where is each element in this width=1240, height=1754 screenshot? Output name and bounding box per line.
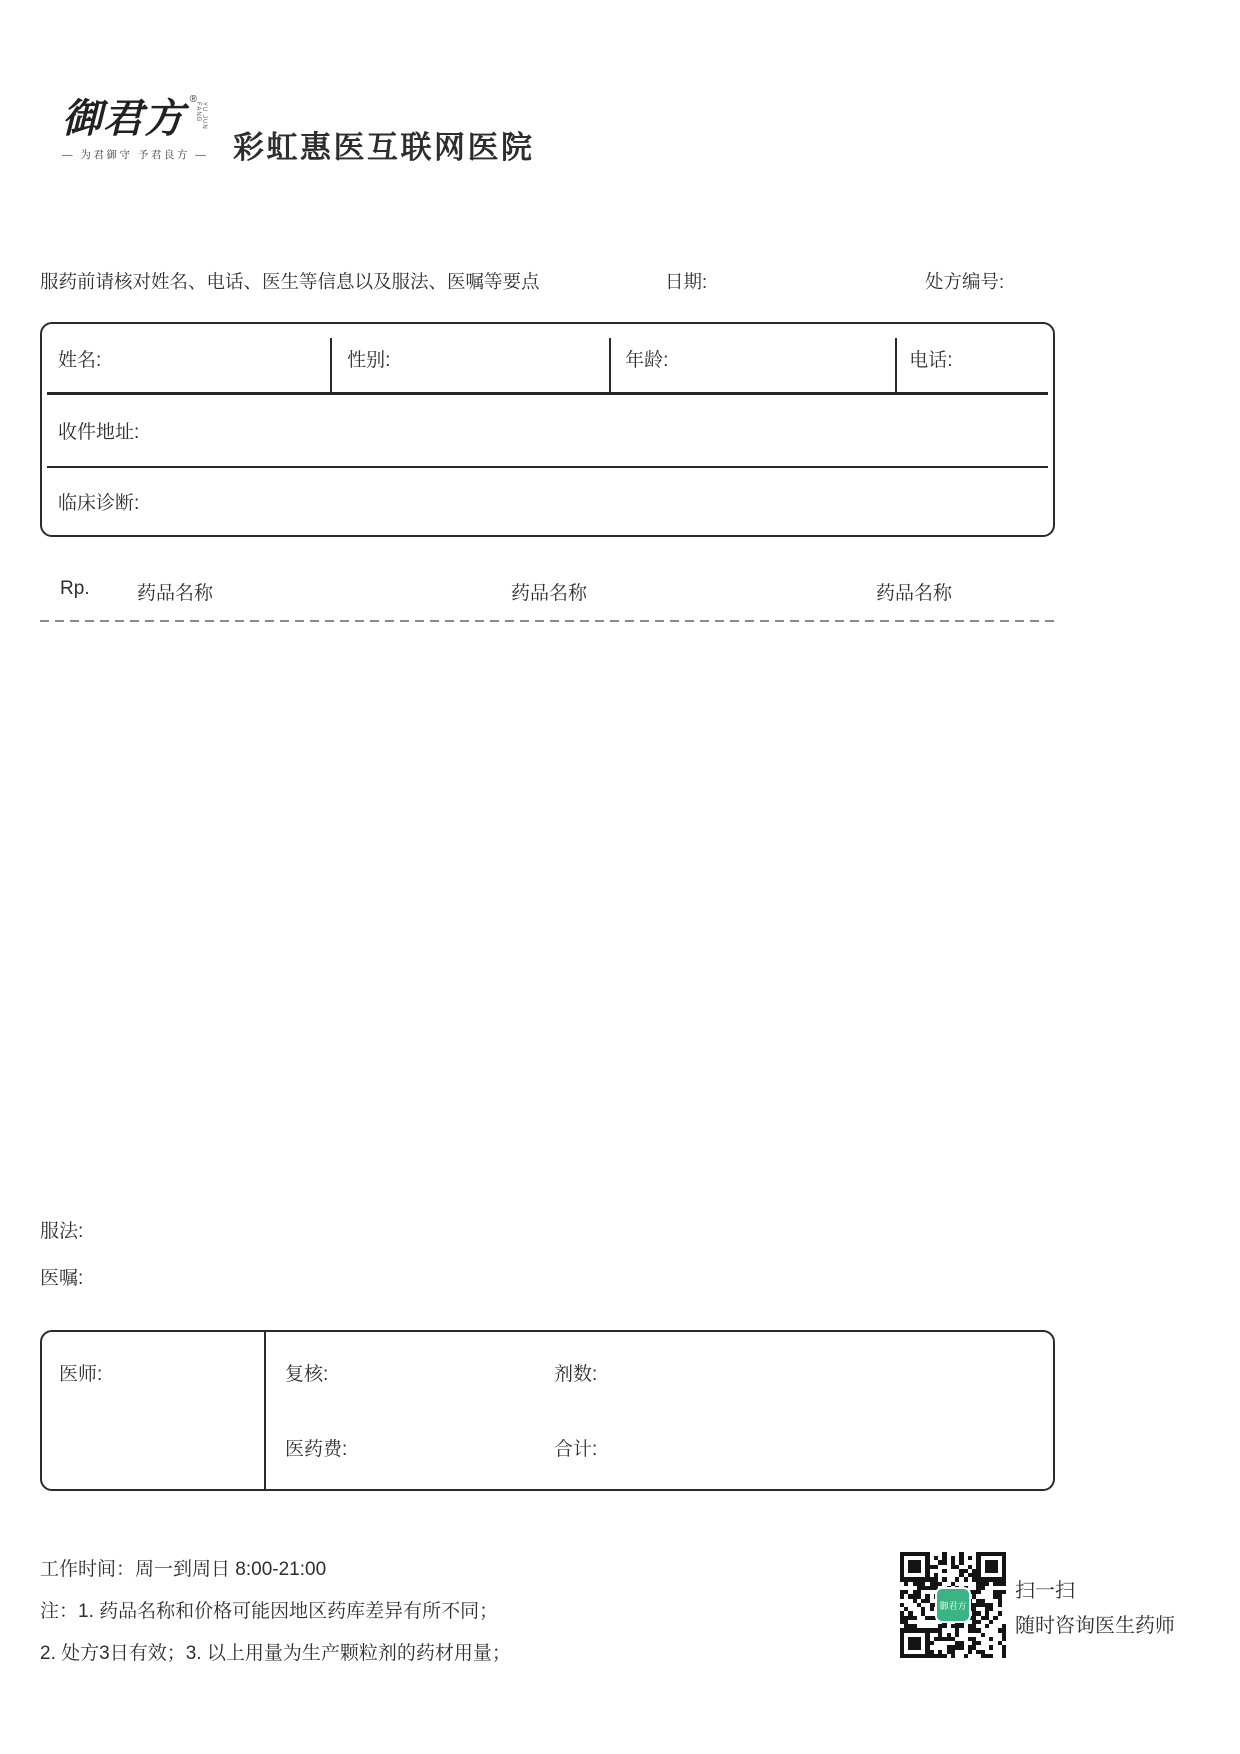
name-field-label: 姓名: bbox=[58, 349, 102, 371]
age-field-label: 年龄: bbox=[625, 349, 669, 371]
date-label: 日期: bbox=[665, 271, 708, 292]
total-field-label: 合计: bbox=[554, 1439, 598, 1460]
hospital-name: 彩虹惠医互联网医院 bbox=[233, 130, 535, 165]
usage-label: 服法: bbox=[40, 1221, 84, 1242]
medicine-fee-field-label: 医药费: bbox=[285, 1439, 348, 1460]
qr-caption-consult: 随时咨询医生药师 bbox=[1015, 1615, 1175, 1637]
divider bbox=[895, 338, 897, 392]
review-field-label: 复核: bbox=[285, 1364, 329, 1385]
drug-name-column-header: 药品名称 bbox=[876, 583, 953, 604]
prescription-number-label: 处方编号: bbox=[925, 271, 1005, 292]
divider bbox=[264, 1332, 266, 1489]
dashed-divider bbox=[40, 620, 1057, 622]
qr-center-badge bbox=[935, 1587, 971, 1623]
registered-trademark-icon: ® bbox=[189, 94, 197, 105]
patient-row-basic bbox=[42, 324, 1053, 392]
gender-field-label: 性别: bbox=[347, 349, 391, 371]
logo-vertical-text: YU JUN FANG bbox=[195, 102, 207, 130]
qr-caption-scan: 扫一扫 bbox=[1015, 1580, 1075, 1602]
doctor-field-label: 医师: bbox=[59, 1364, 103, 1385]
working-hours-text: 工作时间：周一到周日 8:00-21:00 bbox=[40, 1559, 327, 1580]
note-line-1: 注：1. 药品名称和价格可能因地区药库差异有所不同； bbox=[40, 1601, 499, 1622]
footer-notes bbox=[40, 1549, 511, 1675]
signature-box bbox=[40, 1330, 1055, 1491]
divider bbox=[330, 338, 332, 392]
verification-notice: 服药前请核对姓名、电话、医生等信息以及服法、医嘱等要点 bbox=[40, 271, 540, 292]
advice-label: 医嘱: bbox=[40, 1268, 84, 1289]
drug-name-column-header: 药品名称 bbox=[137, 583, 214, 604]
diagnosis-field-label: 临床诊断: bbox=[58, 493, 140, 514]
note-line-2: 2. 处方3日有效；3. 以上用量为生产颗粒剂的药材用量； bbox=[40, 1643, 511, 1664]
drug-name-column-header: 药品名称 bbox=[511, 583, 588, 604]
brand-logo bbox=[62, 96, 242, 162]
notice-row bbox=[40, 268, 1057, 292]
rx-header-row bbox=[40, 578, 1057, 604]
rp-label: Rp. bbox=[60, 578, 90, 599]
address-field-label: 收件地址: bbox=[58, 421, 140, 443]
patient-info-box bbox=[40, 322, 1055, 537]
dose-count-field-label: 剂数: bbox=[554, 1364, 598, 1385]
divider bbox=[609, 338, 611, 392]
qr-code bbox=[900, 1552, 1006, 1658]
phone-field-label: 电话: bbox=[909, 349, 953, 371]
logo-text: 御君方 bbox=[62, 95, 185, 142]
brand-tagline: — 为君御守 予君良方 — bbox=[62, 149, 209, 161]
qr-center-text: 御君方 bbox=[939, 1600, 967, 1611]
